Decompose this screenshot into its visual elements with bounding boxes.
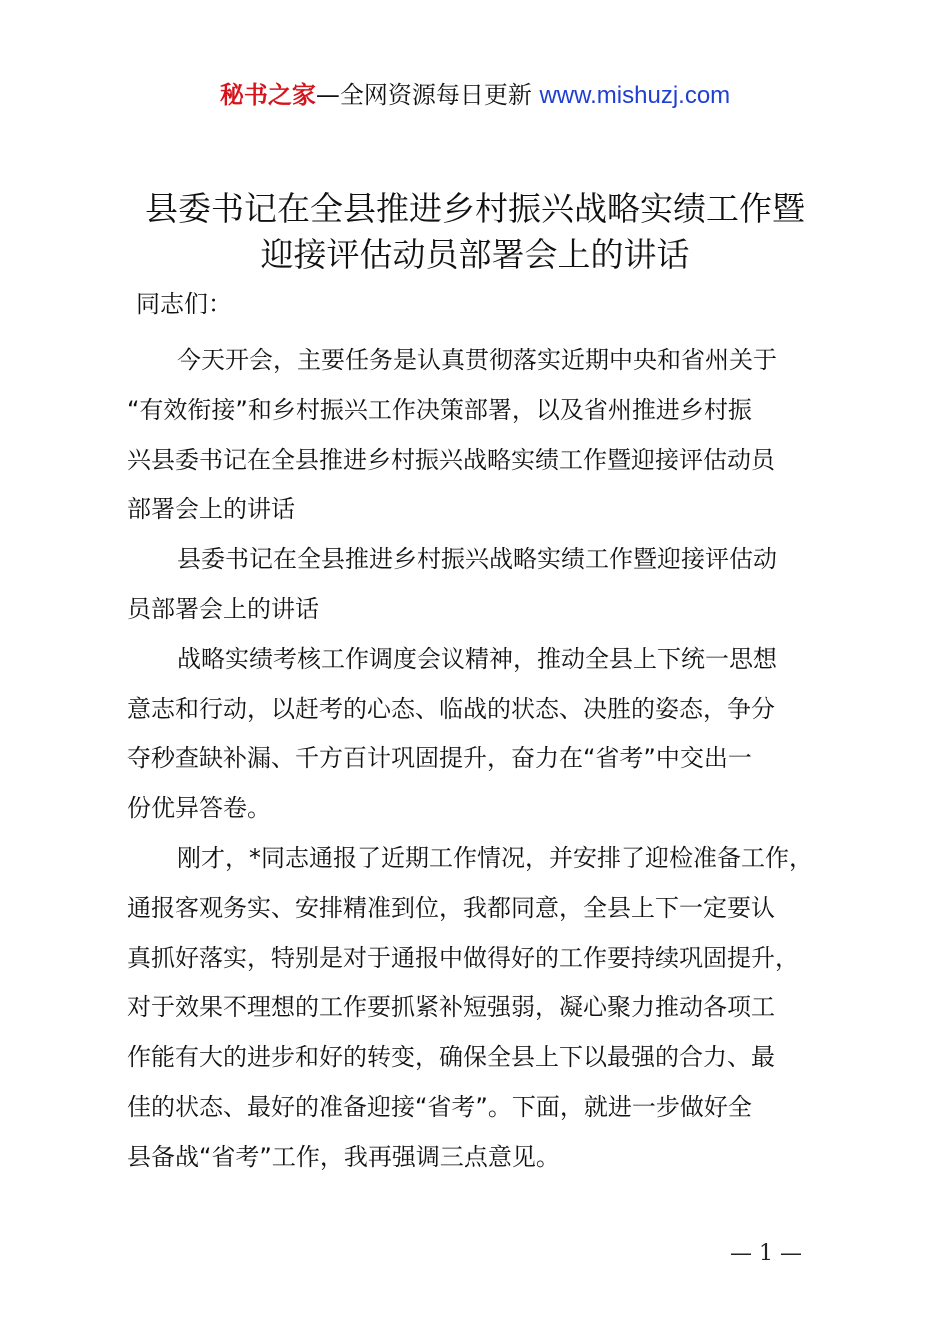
text-line: 刚才，*同志通报了近期工作情况，并安排了迎检准备工作， (177, 843, 813, 872)
greeting: 同志们： (136, 290, 232, 318)
site-header (0, 78, 950, 113)
text-line: 战略实绩考核工作调度会议精神，推动全县上下统一思想 (177, 644, 777, 673)
document-body (127, 336, 837, 1183)
text-line: 部署会上的讲话 (127, 495, 295, 524)
site-tagline: —全网资源每日更新 (315, 81, 532, 109)
text-line: 县备战“省考”工作，我再强调三点意见。 (127, 1142, 560, 1171)
text-line: 佳的状态、最好的准备迎接“省考”。下面，就进一步做好全 (127, 1092, 752, 1121)
paragraph-3 (127, 635, 837, 834)
paragraph-4 (127, 834, 837, 1183)
text-line: 兴县委书记在全县推进乡村振兴战略实绩工作暨迎接评估动员 (127, 445, 775, 474)
text-line: 份优异答卷。 (127, 794, 271, 823)
text-line: 意志和行动，以赶考的心态、临战的状态、决胜的姿态，争分 (127, 694, 775, 723)
site-brand: 秘书之家 (219, 81, 316, 109)
document-title (90, 186, 860, 278)
page-number: — 1 — (730, 1241, 802, 1266)
text-line: 作能有大的进步和好的转变，确保全县上下以最强的合力、最 (127, 1043, 775, 1072)
text-line: 夺秒查缺补漏、千方百计巩固提升，奋力在“省考”中交出一 (127, 744, 752, 773)
text-line: “有效衔接”和乡村振兴工作决策部署，以及省州推进乡村振 (127, 395, 752, 424)
text-line: 员部署会上的讲话 (127, 594, 319, 623)
site-url-link[interactable]: www.mishuzj.com (539, 82, 731, 109)
title-line-2: 迎接评估动员部署会上的讲话 (260, 235, 690, 274)
paragraph-2 (127, 535, 837, 635)
text-line: 今天开会，主要任务是认真贯彻落实近期中央和省州关于 (177, 346, 777, 374)
text-line: 县委书记在全县推进乡村振兴战略实绩工作暨迎接评估动 (177, 545, 777, 574)
title-line-1: 县委书记在全县推进乡村振兴战略实绩工作暨 (145, 189, 805, 228)
text-line: 通报客观务实、安排精准到位，我都同意，全县上下一定要认 (127, 893, 775, 922)
text-line: 对于效果不理想的工作要抓紧补短强弱，凝心聚力推动各项工 (127, 993, 775, 1022)
paragraph-1 (127, 336, 837, 535)
text-line: 真抓好落实，特别是对于通报中做得好的工作要持续巩固提升， (127, 943, 799, 972)
